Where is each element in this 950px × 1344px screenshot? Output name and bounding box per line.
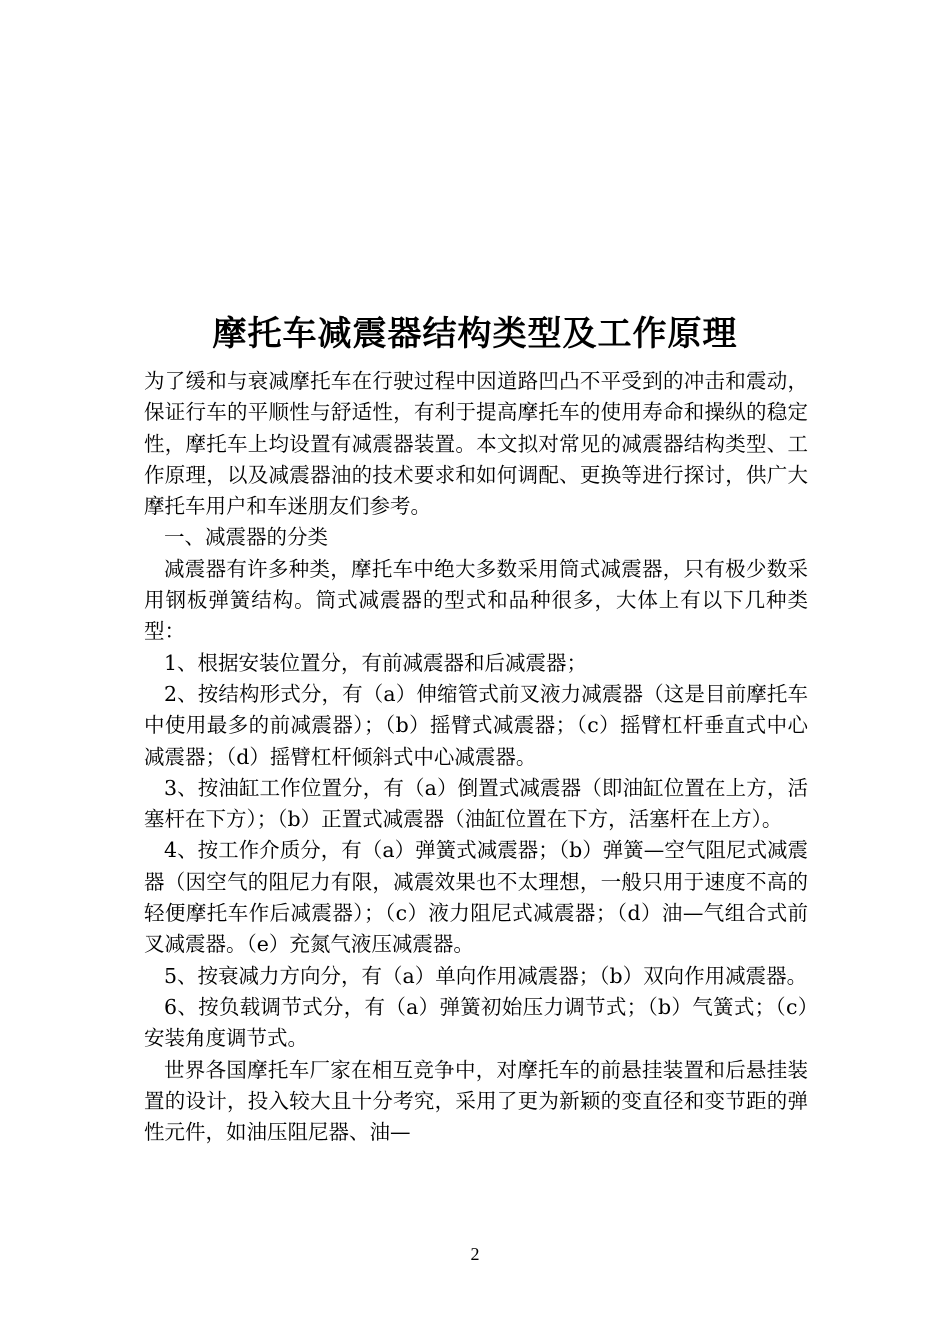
page-number: 2 bbox=[470, 1244, 480, 1264]
section-heading-classification: 一、减震器的分类 bbox=[164, 525, 328, 550]
list-item-6: 6、按负载调节式分，有（a）弹簧初始压力调节式；（b）气簧式；（c）安装角度调节式。 bbox=[144, 994, 808, 1051]
list-item-2: 2、按结构形式分，有（a）伸缩管式前叉液力减震器（这是目前摩托车中使用最多的前减震器）；（b）摇臂式减震器；（c）摇臂杠杆垂直式中心减震器；（d）摇臂杠杆倾斜式中心减震器。 bbox=[144, 681, 808, 769]
list-item-5: 5、按衰减力方向分，有（a）单向作用减震器；（b）双向作用减震器。 bbox=[164, 963, 808, 988]
document-title: 摩托车减震器结构类型及工作原理 bbox=[212, 314, 738, 354]
list-item-3: 3、按油缸工作位置分，有（a）倒置式减震器（即油缸位置在上方，活塞杆在下方）；（b）正置式减震器（油缸位置在下方，活塞杆在上方）。 bbox=[144, 775, 808, 832]
list-item-1: 1、根据安装位置分，有前减震器和后减震器； bbox=[164, 650, 588, 675]
list-item-4: 4、按工作介质分，有（a）弹簧式减震器；（b）弹簧—空气阻尼式减震器（因空气的阻尼力有限，减震效果也不太理想，一般只用于速度不高的轻便摩托车作后减震器）；（c）液力阻尼式减震器；（d）油—气组合式前叉减震器。（e）充氮气液压减震器。 bbox=[144, 838, 808, 957]
paragraph-intro: 为了缓和与衰减摩托车在行驶过程中因道路凹凸不平受到的冲击和震动，保证行车的平顺性与舒适性，有利于提高摩托车的使用寿命和操纵的稳定性，摩托车上均设置有减震器装置。本文拟对常见的减震器结构类型、工作原理，以及减震器油的技术要求和如何调配、更换等进行探讨，供广大摩托车用户和车迷朋友们参考。 bbox=[144, 369, 808, 519]
document-body bbox=[144, 366, 808, 1148]
paragraph-types-overview: 减震器有许多种类，摩托车中绝大多数采用筒式减震器，只有极少数采用钢板弹簧结构。筒式减震器的型式和品种很多，大体上有以下几种类型： bbox=[144, 556, 808, 644]
paragraph-manufacturers: 世界各国摩托车厂家在相互竞争中，对摩托车的前悬挂装置和后悬挂装置的设计，投入较大且十分考究，采用了更为新颖的变直径和变节距的弹性元件，如油压阻尼器、油— bbox=[144, 1057, 808, 1145]
